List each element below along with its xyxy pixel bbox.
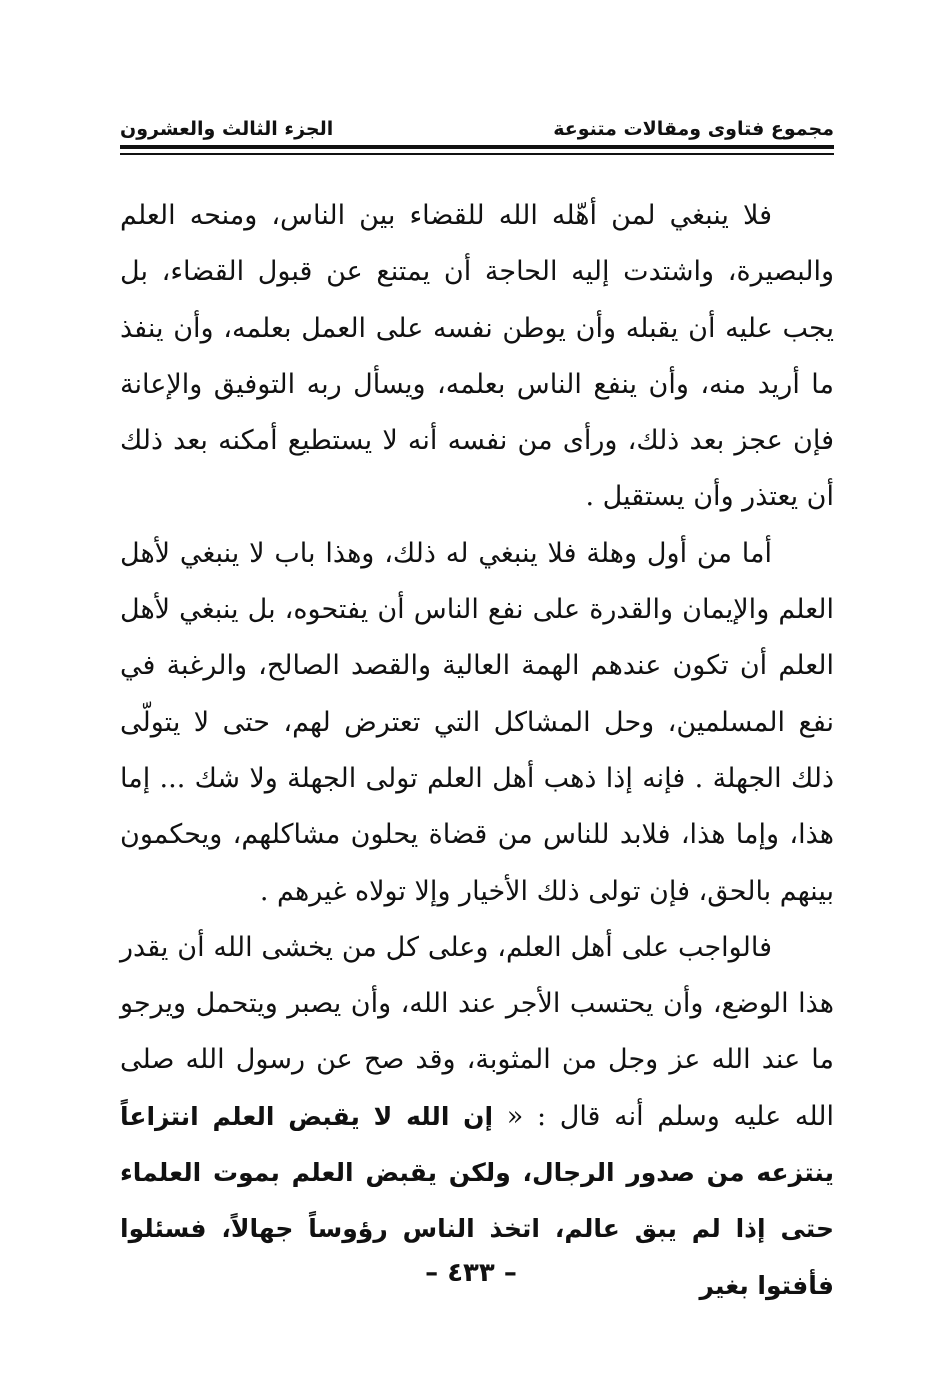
paragraph-1: فلا ينبغي لمن أهّله الله للقضاء بين الناس، ومنحه العلم والبصيرة، واشتدت إليه الحاجة أن يمتنع عن قبول القضاء، بل يجب عليه أن يقبله وأن يوطن نفسه على العمل بعلمه، وأن ينفذ ما أريد منه، وأن ينفع الناس بعلمه، ويسأل ربه التوفيق والإعانة فإن عجز بعد ذلك، ورأى من نفسه أنه لا يستطيع أمكنه بعد ذلك أن يعتذر وأن يستقيل . [120, 200, 834, 513]
paragraph-3-intro: فالواجب على أهل العلم، وعلى كل من يخشى الله أن يقدر هذا الوضع، وأن يحتسب الأجر عند الله، وأن يصبر ويتحمل ويرجو ما عند الله عز وجل من المثوبة، وقد صح عن رسول الله صلى الله عليه وسلم أنه قال : [120, 931, 834, 1132]
hadith-quote: إن الله لا يقبض العلم انتزاعاً ينتزعه من صدور الرجال، ولكن يقبض العلم بموت العلماء حتى إذا لم يبق عالم، اتخذ الناس رؤوساً جهالاً، فسئلوا فأفتوا بغير [120, 1101, 834, 1300]
paragraph-2: أما من أول وهلة فلا ينبغي له ذلك، وهذا باب لا ينبغي لأهل العلم والإيمان والقدرة على نفع الناس أن يفتحوه، بل ينبغي لأهل العلم أن تكون عندهم الهمة العالية والقصد الصالح، والرغبة في نفع المسلمين، وحل المشاكل التي تعترض لهم، حتى لا يتولّى ذلك الجهلة . فإنه إذا ذهب أهل العلم تولى الجهلة ولا شك ... إما هذا، وإما هذا، فلابد للناس من قضاة يحلون مشاكلهم، ويحكمون بينهم بالحق، فإن تولى ذلك الأخيار وإلا تولاه غيرهم . [120, 537, 834, 907]
header-rule-thin [120, 153, 834, 155]
header-rule-thick [120, 145, 834, 149]
book-title: مجموع فتاوى ومقالات متنوعة [553, 118, 834, 140]
page-header [120, 110, 834, 140]
quote-mark: « [506, 1100, 524, 1132]
volume-label: الجزء الثالث والعشرون [120, 118, 334, 140]
body-text [120, 188, 834, 1314]
paragraph-3 [120, 920, 834, 1314]
page-number: – ٤٣٣ – [425, 1258, 517, 1288]
